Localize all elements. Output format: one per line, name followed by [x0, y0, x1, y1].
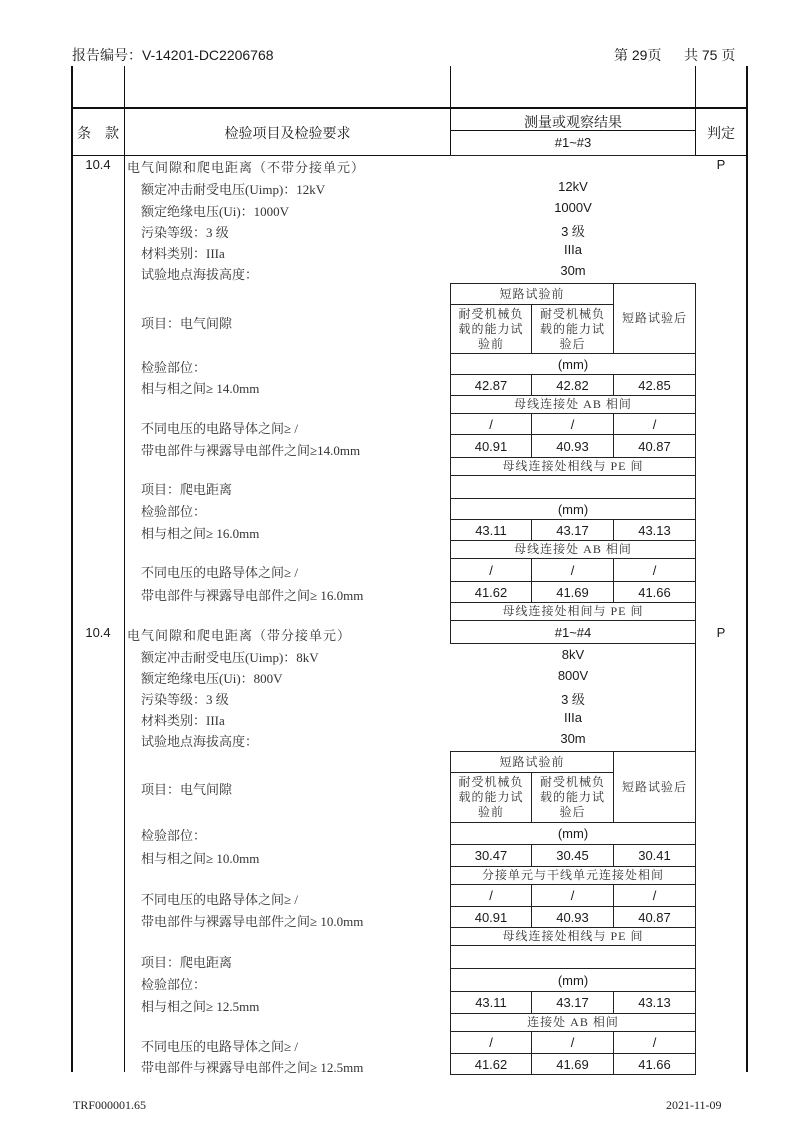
group-header: 短路试验前 — [450, 751, 614, 773]
value-cell: 40.87 — [613, 906, 696, 928]
param-label: 试验地点海拔高度： — [141, 734, 259, 749]
value-cell: / — [531, 413, 614, 435]
value-cell: 41.69 — [531, 581, 614, 603]
value-cell: / — [613, 1031, 696, 1054]
samples-cell: #1~#4 — [450, 620, 696, 644]
location-cell: 母线连接处相间与 PE 间 — [450, 602, 696, 621]
value-cell: 43.13 — [613, 519, 696, 541]
header-result: 测量或观察结果 — [524, 114, 622, 130]
value-cell: 40.93 — [531, 906, 614, 928]
location-cell: 连接处 AB 相间 — [450, 1013, 696, 1032]
param-value: 1000V — [554, 200, 592, 215]
section-title: 电气间隙和爬电距离（带分接单元） — [127, 628, 352, 643]
param-value: IIIa — [563, 710, 583, 725]
value-cell: 40.91 — [450, 434, 532, 458]
param-label: 额定冲击耐受电压(Uimp)：8kV — [141, 650, 319, 665]
col-header: 耐受机械负载的能力试验后 — [531, 304, 614, 354]
location-cell: 母线连接处 AB 相间 — [450, 540, 696, 559]
value-cell: 42.82 — [531, 374, 614, 396]
empty-cell — [450, 475, 696, 499]
value-cell: 41.69 — [531, 1053, 614, 1075]
item-label: 项目：电气间隙 — [141, 316, 233, 331]
param-value: 800V — [557, 668, 589, 683]
value-cell: 41.62 — [450, 1053, 532, 1075]
item-label: 项目：爬电距离 — [141, 955, 233, 970]
value-cell: / — [450, 413, 532, 435]
param-label: 污染等级：3 级 — [141, 225, 229, 240]
value-cell: 30.41 — [613, 844, 696, 867]
header-item: 检验项目及检验要求 — [224, 125, 351, 141]
param-label: 试验地点海拔高度： — [141, 267, 259, 282]
column-divider-clause — [124, 66, 125, 1072]
requirement: 带电部件与裸露导电部件之间≥ 12.5mm — [141, 1060, 364, 1075]
param-label: 污染等级：3 级 — [141, 692, 229, 707]
param-label: 额定绝缘电压(Ui)：1000V — [141, 204, 290, 219]
value-cell: / — [531, 884, 614, 907]
requirement: 相与相之间≥ 12.5mm — [141, 999, 260, 1014]
value-cell: 41.66 — [613, 581, 696, 603]
value-cell: 40.91 — [450, 906, 532, 928]
unit-cell: (mm) — [450, 498, 696, 520]
requirement: 带电部件与裸露导电部件之间≥ 16.0mm — [141, 588, 364, 603]
value-cell: 30.45 — [531, 844, 614, 867]
value-cell: 41.62 — [450, 581, 532, 603]
col-header: 短路试验后 — [613, 283, 696, 354]
clause-number: 10.4 — [85, 625, 111, 640]
issue-date: 2021-11-09 — [666, 1098, 722, 1112]
requirement: 相与相之间≥ 10.0mm — [141, 851, 260, 866]
location-cell: 母线连接处相线与 PE 间 — [450, 927, 696, 946]
verdict: P — [716, 625, 726, 640]
group-header: 短路试验前 — [450, 283, 614, 305]
unit-cell: (mm) — [450, 968, 696, 992]
empty-cell — [450, 945, 696, 969]
value-cell: 43.13 — [613, 991, 696, 1014]
value-cell: 43.17 — [531, 991, 614, 1014]
value-cell: / — [531, 558, 614, 582]
value-cell: 41.66 — [613, 1053, 696, 1075]
param-label: 额定绝缘电压(Ui)：800V — [141, 671, 283, 686]
col-header: 耐受机械负载的能力试验后 — [531, 772, 614, 823]
position-label: 检验部位： — [141, 828, 207, 843]
requirement: 不同电压的电路导体之间≥ / — [141, 1039, 298, 1054]
position-label: 检验部位： — [141, 504, 207, 519]
requirement: 不同电压的电路导体之间≥ / — [141, 421, 298, 436]
col-header: 短路试验后 — [613, 751, 696, 823]
col-header: 耐受机械负载的能力试验前 — [450, 304, 532, 354]
param-value: 12kV — [558, 179, 588, 194]
value-cell: 43.11 — [450, 991, 532, 1014]
value-cell: 43.11 — [450, 519, 532, 541]
requirement: 相与相之间≥ 14.0mm — [141, 381, 260, 396]
unit-cell: (mm) — [450, 353, 696, 375]
requirement: 带电部件与裸露导电部件之间≥ 10.0mm — [141, 914, 364, 929]
value-cell: 42.85 — [613, 374, 696, 396]
param-value: IIIa — [563, 242, 583, 257]
param-label: 材料类别：IIIa — [141, 713, 225, 728]
header-clause: 条 款 — [77, 125, 119, 141]
value-cell: 40.93 — [531, 434, 614, 458]
clause-number: 10.4 — [85, 157, 111, 172]
item-label: 项目：爬电距离 — [141, 482, 233, 497]
location-cell: 母线连接处相线与 PE 间 — [450, 457, 696, 476]
position-label: 检验部位： — [141, 360, 207, 375]
param-label: 材料类别：IIIa — [141, 246, 225, 261]
table-border-left — [71, 66, 73, 1072]
value-cell: / — [450, 1031, 532, 1054]
verdict: P — [716, 157, 726, 172]
position-label: 检验部位： — [141, 977, 207, 992]
value-cell: / — [531, 1031, 614, 1054]
page-number: 第 29页 — [614, 47, 662, 63]
value-cell: / — [450, 884, 532, 907]
param-label: 额定冲击耐受电压(Uimp)：12kV — [141, 182, 326, 197]
item-label: 项目：电气间隙 — [141, 782, 233, 797]
location-cell: 分接单元与干线单元连接处相间 — [450, 866, 696, 885]
param-value: 8kV — [561, 647, 585, 662]
requirement: 不同电压的电路导体之间≥ / — [141, 892, 298, 907]
location-cell: 母线连接处 AB 相间 — [450, 395, 696, 414]
header-top-line — [71, 107, 748, 109]
value-cell: / — [613, 413, 696, 435]
requirement: 相与相之间≥ 16.0mm — [141, 526, 260, 541]
page-total: 共 75 页 — [684, 47, 736, 63]
value-cell: 40.87 — [613, 434, 696, 458]
value-cell: / — [613, 558, 696, 582]
param-value: 30m — [560, 731, 586, 746]
value-cell: / — [613, 884, 696, 907]
value-cell: 43.17 — [531, 519, 614, 541]
report-number: 报告编号：V-14201-DC2206768 — [72, 47, 274, 63]
header-verdict: 判定 — [707, 125, 735, 141]
param-value: 30m — [560, 263, 586, 278]
requirement: 不同电压的电路导体之间≥ / — [141, 565, 298, 580]
column-divider-result — [450, 66, 451, 108]
value-cell: / — [450, 558, 532, 582]
table-border-right — [746, 66, 748, 1072]
section-title: 电气间隙和爬电距离（不带分接单元） — [127, 160, 366, 175]
col-header: 耐受机械负载的能力试验前 — [450, 772, 532, 823]
unit-cell: (mm) — [450, 822, 696, 845]
value-cell: 42.87 — [450, 374, 532, 396]
header-samples: #1~#3 — [554, 135, 592, 150]
value-cell: 30.47 — [450, 844, 532, 867]
form-number: TRF000001.65 — [73, 1098, 147, 1112]
param-value: 3 级 — [561, 692, 585, 707]
requirement: 带电部件与裸露导电部件之间≥14.0mm — [141, 443, 361, 458]
param-value: 3 级 — [561, 224, 585, 239]
